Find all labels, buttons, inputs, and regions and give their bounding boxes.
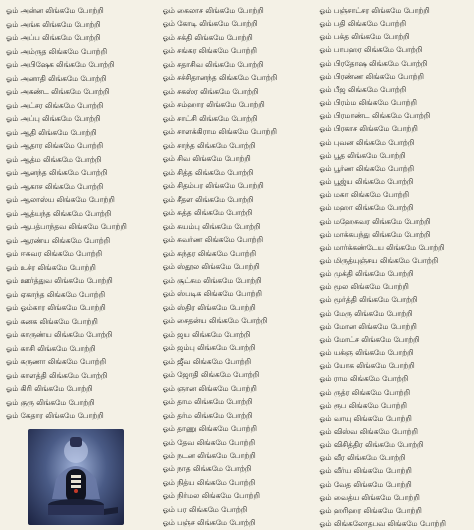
mantra-line: ஓம் ஆரண்ய லிங்கமே போற்றி [6, 235, 111, 245]
mantra-line: ஓம் அட்சர லிங்கமே போற்றி [6, 100, 104, 110]
mantra-line: ஓம் ரூப லிங்கமே போற்றி [319, 400, 407, 410]
mantra-line: ஓம் பிரம்ம லிங்கமே போற்றி [319, 98, 417, 108]
mantra-line: ஓம் சைதன்ய லிங்கமே போற்றி [162, 316, 268, 326]
mantra-column-1 [2, 4, 159, 530]
mantra-line: ஓம் கேதார லிங்கமே போற்றி [6, 411, 104, 420]
mantra-line: ஓம் மோன லிங்கமே போற்றி [319, 321, 417, 331]
mantra-line: ஓம் நடன லிங்கமே போற்றி [162, 450, 256, 460]
mantra-line: ஓம் சிவ லிங்கமே போற்றி [162, 154, 251, 164]
mantra-line: ஓம் அப்பு லிங்கமே போற்றி [6, 114, 101, 123]
mantra-line: ஓம் ஆதார லிங்கமே போற்றி [6, 141, 103, 150]
mantra-line: ஓம் யோக லிங்கமே போற்றி [319, 361, 415, 371]
mantra-line: ஓம் பர லிங்கமே போற்றி [162, 504, 248, 514]
mantra-line: ஓம் தாணு லிங்கமே போற்றி [162, 424, 257, 434]
mantra-line: ஓம் நாத லிங்கமே போற்றி [162, 464, 252, 474]
mantra-line: ஓம் கனக லிங்கமே போற்றி [6, 316, 98, 326]
mantra-line: ஓம் சக்தி லிங்கமே போற்றி [162, 32, 253, 42]
mantra-line: ஓம் அன்ன லிங்கமே போற்றி [6, 6, 104, 15]
mantra-line: ஓம் அப்ப லிங்கமே போற்றி [6, 33, 101, 42]
mantra-line: ஓம் மேரு லிங்கமே போற்றி [319, 308, 413, 318]
mantra-line: ஓம் ஜோதி லிங்கமே போற்றி [162, 370, 260, 380]
mantra-line: ஓம் ஈசுவர லிங்கமே போற்றி [6, 249, 103, 258]
mantra-line: ஓம் வாயு லிங்கமே போற்றி [319, 413, 412, 423]
mantra-line: ஓம் சாளக்கிராம லிங்கமே போற்றி [162, 127, 277, 137]
mantra-line: ஓம் ஸ்திர லிங்கமே போற்றி [162, 302, 256, 312]
mantra-line: ஓம் மோட்ச லிங்கமே போற்றி [319, 334, 420, 344]
mantra-line: ஓம் பாபஹர லிங்கமே போற்றி [319, 45, 423, 55]
mantra-line: ஓம் பிரண்ண லிங்கமே போற்றி [319, 71, 424, 81]
mantra-line: ஓம் ஜம்பு லிங்கமே போற்றி [162, 343, 256, 353]
mantra-line: ஓம் பிரமாண்ட லிங்கமே போற்றி [319, 111, 431, 121]
mantra-column-3 [315, 4, 472, 530]
mantra-line: ஓம் காளத்தி லிங்கமே போற்றி [6, 370, 108, 380]
mantra-line: ஓம் ஹரிஹர லிங்கமே போற்றி [319, 505, 422, 515]
mantra-line: ஓம் குரு லிங்கமே போற்றி [6, 397, 95, 407]
mantra-line: ஓம் தாம லிங்கமே போற்றி [162, 397, 253, 407]
mantra-line: ஓம் முக்தி லிங்கமே போற்றி [319, 269, 414, 279]
mantra-line: ஓம் அனாதி லிங்கமே போற்றி [6, 73, 107, 83]
mantra-line: ஓம் கிரி லிங்கமே போற்றி [6, 384, 93, 393]
mantra-line: ஓம் வைத்ய லிங்கமே போற்றி [319, 492, 420, 502]
mantra-line: ஓம் சுயம்பு லிங்கமே போற்றி [162, 221, 261, 231]
mantra-line: ஓம் நிர்மல லிங்கமே போற்றி [162, 491, 260, 501]
mantra-line: ஓம் ஜய லிங்கமே போற்றி [162, 329, 251, 339]
mantra-line: ஓம் மாக்கபந்து லிங்கமே போற்றி [319, 229, 431, 239]
mantra-line: ஓம் பூத லிங்கமே போற்றி [319, 150, 406, 160]
mantra-line: ஓம் அபிஷேக லிங்கமே போற்றி [6, 60, 115, 69]
mantra-line: ஓம் மூல லிங்கமே போற்றி [319, 282, 409, 292]
mantra-line: ஓம் ஆலாஸ்ய லிங்கமே போற்றி [6, 195, 115, 204]
mantra-line: ஓம் மிருத்யுஞ்சய லிங்கமே போற்றி [319, 255, 439, 265]
mantra-line: ஓம் வேத லிங்கமே போற்றி [319, 479, 412, 489]
mantra-line: ஓம் பிரகாச லிங்கமே போற்றி [319, 124, 418, 134]
mantra-line: ஓம் ஏகாந்த லிங்கமே போற்றி [6, 289, 106, 299]
shiva-linga-image [28, 429, 124, 525]
mantra-line: ஓம் சுத்த லிங்கமே போற்றி [162, 208, 253, 218]
mantra-line: ஓம் சுவர்ண லிங்கமே போற்றி [162, 235, 263, 245]
mantra-line: ஓம் பீஜ லிங்கமே போற்றி [319, 84, 407, 94]
mantra-line: ஓம் காருண்ய லிங்கமே போற்றி [6, 330, 113, 339]
mantra-line: ஓம் தர்ம லிங்கமே போற்றி [162, 410, 253, 420]
mantra-line: ஓம் சிதம்பர லிங்கமே போற்றி [162, 181, 264, 191]
mantra-line: ஓம் வீர லிங்கமே போற்றி [319, 453, 406, 463]
mantra-column-2 [159, 4, 316, 530]
mantra-line: ஓம் பிரதோஷ லிங்கமே போற்றி [319, 58, 428, 68]
mantra-line: ஓம் சச்சிதானந்த லிங்கமே போற்றி [162, 73, 278, 83]
mantra-line: ஓம் விசித்திர லிங்கமே போற்றி [319, 440, 424, 450]
mantra-line: ஓம் சித்த லிங்கமே போற்றி [162, 167, 254, 177]
mantra-line: ஓம் ஊர்த்துவ லிங்கமே போற்றி [6, 276, 113, 285]
mantra-line: ஓம் பஞ்சாட்சர லிங்கமே போற்றி [319, 6, 430, 15]
mantra-line: ஓம் சாந்த லிங்கமே போற்றி [162, 140, 256, 150]
mantra-line: ஓம் அம்ருத லிங்கமே போற்றி [6, 46, 107, 56]
mantra-line: ஓம் லிங்கலோதபவ லிங்கமே போற்றி [319, 519, 446, 529]
mantra-line: ஓம் அங்க லிங்கமே போற்றி [6, 19, 101, 29]
mantra-line: ஓம் ஆனந்த லிங்கமே போற்றி [6, 168, 108, 177]
mantra-line: ஓம் தேவ லிங்கமே போற்றி [162, 437, 255, 447]
mantra-line: ஓம் ஆபத்பாந்தவ லிங்கமே போற்றி [6, 222, 127, 231]
mantra-line: ஓம் சம்ஹார லிங்கமே போற்றி [162, 100, 265, 110]
mantra-line: ஓம் ஆகாச லிங்கமே போற்றி [6, 181, 104, 191]
mantra-line: ஓம் பஞ்ச லிங்கமே போற்றி [162, 518, 256, 528]
mantra-line: ஓம் கோடி லிங்கமே போற்றி [162, 19, 258, 29]
mantra-line: ஓம் கருணா லிங்கமே போற்றி [6, 357, 106, 366]
mantra-line: ஓம் ஸ்படிக லிங்கமே போற்றி [162, 289, 262, 299]
mantra-line: ஓம் சதாசிவ லிங்கமே போற்றி [162, 59, 264, 69]
mantra-line: ஓம் பக்த லிங்கமே போற்றி [319, 32, 410, 42]
mantra-line: ஓம் சுந்தர லிங்கமே போற்றி [162, 248, 256, 258]
mantra-line: ஓம் மஹா லிங்கமே போற்றி [319, 203, 414, 213]
mantra-line: ஓம் நித்ய லிங்கமே போற்றி [162, 477, 256, 487]
mantra-line: ஓம் ஆத்ம லிங்கமே போற்றி [6, 154, 102, 164]
mantra-line: ஓம் காசி லிங்கமே போற்றி [6, 343, 96, 353]
mantra-line: ஓம் மகா லிங்கமே போற்றி [319, 190, 409, 200]
mantra-line: ஓம் சங்கர லிங்கமே போற்றி [162, 46, 257, 56]
mantra-line: ஓம் ஆத்யந்த லிங்கமே போற்றி [6, 208, 112, 218]
mantra-line: ஓம் விஸ்வ லிங்கமே போற்றி [319, 427, 418, 436]
mantra-line: ஓம் மூர்த்தி லிங்கமே போற்றி [319, 295, 418, 305]
mantra-line: ஓம் பூஜ்ய லிங்கமே போற்றி [319, 177, 414, 187]
mantra-line: ஓம் ஓம்கார லிங்கமே போற்றி [6, 303, 106, 312]
mantra-line: ஓம் சூட்சும லிங்கமே போற்றி [162, 275, 262, 285]
mantra-line: ஓம் ஸ்தூல லிங்கமே போற்றி [162, 262, 260, 272]
mantra-line: ஓம் ராம லிங்கமே போற்றி [319, 374, 409, 384]
mantra-line: ஓம் ஞான லிங்கமே போற்றி [162, 383, 257, 393]
mantra-line: ஓம் ருத்ர லிங்கமே போற்றி [319, 387, 410, 397]
mantra-line: ஓம் யக்ஞ லிங்கமே போற்றி [319, 348, 414, 358]
mantra-line: ஓம் பூர்ண லிங்கமே போற்றி [319, 163, 414, 173]
shiva-linga-drawing [28, 429, 124, 525]
mantra-line: ஓம் சீதள லிங்கமே போற்றி [162, 194, 254, 204]
mantra-line: ஓம் சகஸ்ர லிங்கமே போற்றி [162, 86, 259, 96]
mantra-line: ஓம் உச்ர லிங்கமே போற்றி [6, 262, 96, 272]
mantra-line: ஓம் பதி லிங்கமே போற்றி [319, 19, 407, 29]
mantra-line: ஓம் ஜீவ லிங்கமே போற்றி [162, 356, 252, 366]
mantra-line: ஓம் மஹேசுவர லிங்கமே போற்றி [319, 216, 431, 226]
mantra-line: ஓம் மார்க்கண்டேய லிங்கமே போற்றி [319, 242, 445, 252]
mantra-line: ஓம் வீர்ய லிங்கமே போற்றி [319, 466, 412, 476]
mantra-line: ஓம் ஆதி லிங்கமே போற்றி [6, 127, 97, 137]
mantra-line: ஓம் அகண்ட லிங்கமே போற்றி [6, 87, 110, 96]
mantra-line: ஓம் கைலாச லிங்கமே போற்றி [162, 6, 264, 15]
mantra-line: ஓம் புவன லிங்கமே போற்றி [319, 137, 415, 147]
mantra-line: ஓம் சாட்சி லிங்கமே போற்றி [162, 113, 258, 123]
